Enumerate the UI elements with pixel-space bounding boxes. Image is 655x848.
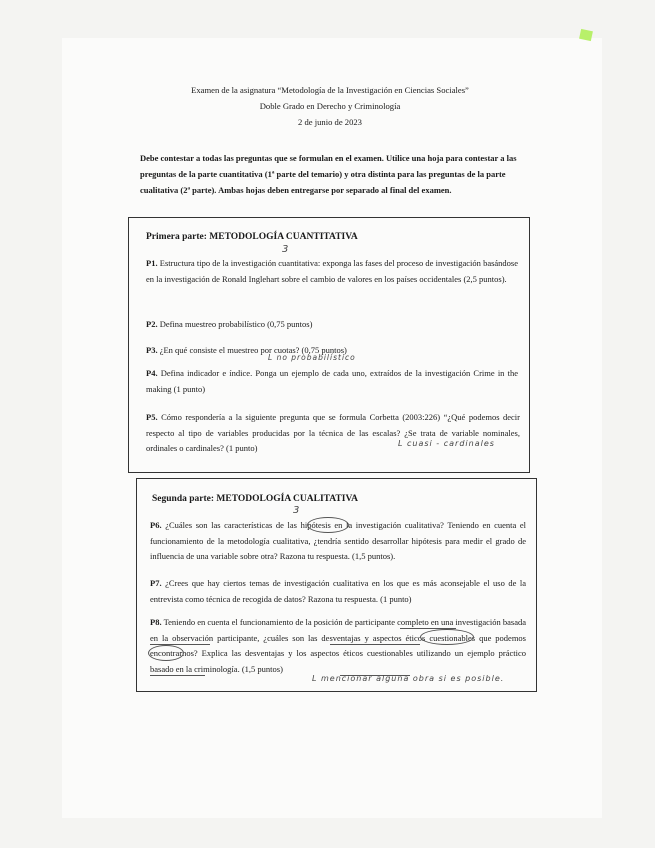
handwritten-note-p5: L cuasi - cardinales bbox=[398, 439, 495, 448]
exam-instructions: Debe contestar a todas las preguntas que se formulan en el examen. Utilice una hoja para contestar a las preguntas de la parte cuantitativa (1ª parte del temario) y otra distinta para las preguntas de la parte cualitativa (2ª parte). Ambas hojas deben entregarse por separado al final del examen. bbox=[140, 153, 517, 195]
pen-underline-observacion bbox=[330, 644, 420, 645]
pen-underline-cuestionables bbox=[150, 675, 205, 676]
question-number: P7. bbox=[150, 578, 162, 588]
part1-score-note: 3 bbox=[282, 244, 290, 255]
pen-circle-desventajas bbox=[420, 629, 474, 645]
question-number: P4. bbox=[146, 368, 158, 378]
header-date: 2 de junio de 2023 bbox=[298, 117, 362, 127]
pen-circle-hipotesis bbox=[307, 517, 349, 533]
question-p4 bbox=[146, 366, 518, 397]
green-highlight-mark bbox=[579, 29, 593, 41]
question-p2 bbox=[146, 317, 518, 333]
exam-header bbox=[140, 82, 520, 130]
question-number: P5. bbox=[146, 412, 158, 422]
question-text: ¿En qué consiste el muestreo por cuotas? (0,75 puntos) bbox=[159, 345, 347, 355]
question-text: Teniendo en cuenta el funcionamiento de la posición de participante completo en una investigación basada en la observación participante, ¿cuáles son las desventajas y aspectos éticos cuestionables que podemos encontrarnos? Explica las desventajas y los aspectos éticos cuestionables utilizando un ejemplo práctico basado en la criminología. (1,5 puntos) bbox=[150, 617, 526, 674]
header-course: Examen de la asignatura “Metodología de la Investigación en Ciencias Sociales” bbox=[191, 85, 469, 95]
question-p1 bbox=[146, 256, 518, 287]
question-text: Cómo respondería a la siguiente pregunta que se formula Corbetta (2003:226) “¿Qué podemos decir respecto al tipo de variables producidas por la técnica de las escalas? ¿Se trata de variable nominales, ordinales o cardinales? (1 punto) bbox=[146, 412, 520, 453]
question-number: P1. bbox=[146, 258, 158, 268]
question-number: P3. bbox=[146, 345, 158, 355]
question-text: Defina indicador e índice. Ponga un ejemplo de cada uno, extraídos de la investigación Crime in the making (1 punto) bbox=[146, 368, 518, 394]
part2-title: Segunda parte: METODOLOGÍA CUALITATIVA bbox=[152, 494, 358, 504]
handwritten-note-p3: L no probabilístico bbox=[268, 353, 356, 362]
question-text: ¿Cuáles son las características de las hipótesis en la investigación cualitativa? Teniendo en cuenta el funcionamiento de la metodología cualitativa, ¿tendría sentido desarrollar hipótesis para medir el grado de influencia de una variable sobre otra? Razona tu respuesta. (1,5 puntos). bbox=[150, 520, 526, 561]
question-number: P8. bbox=[150, 617, 162, 627]
question-p5 bbox=[146, 410, 520, 457]
question-number: P2. bbox=[146, 319, 158, 329]
question-text: Estructura tipo de la investigación cuantitativa: exponga las fases del proceso de investigación basándose en la investigación de Ronald Inglehart sobre el cambio de valores en los países occidentales (2,5 puntos). bbox=[146, 258, 519, 284]
header-degree: Doble Grado en Derecho y Criminología bbox=[259, 101, 401, 111]
question-text: Defina muestreo probabilístico (0,75 puntos) bbox=[159, 319, 313, 329]
question-number: P6. bbox=[150, 520, 162, 530]
part2-score-note: 3 bbox=[293, 505, 301, 516]
question-p8 bbox=[150, 615, 526, 677]
question-text: ¿Crees que hay ciertos temas de investigación cualitativa en los que es más aconsejable el uso de la entrevista como técnica de recogida de datos? Razona tu respuesta. (1 punto) bbox=[150, 578, 527, 604]
part1-title: Primera parte: METODOLOGÍA CUANTITATIVA bbox=[146, 232, 358, 242]
question-p7 bbox=[150, 576, 526, 607]
handwritten-note-p8: L mencionar alguna obra si es posible. bbox=[312, 674, 505, 683]
pen-circle-eticos bbox=[148, 645, 184, 661]
